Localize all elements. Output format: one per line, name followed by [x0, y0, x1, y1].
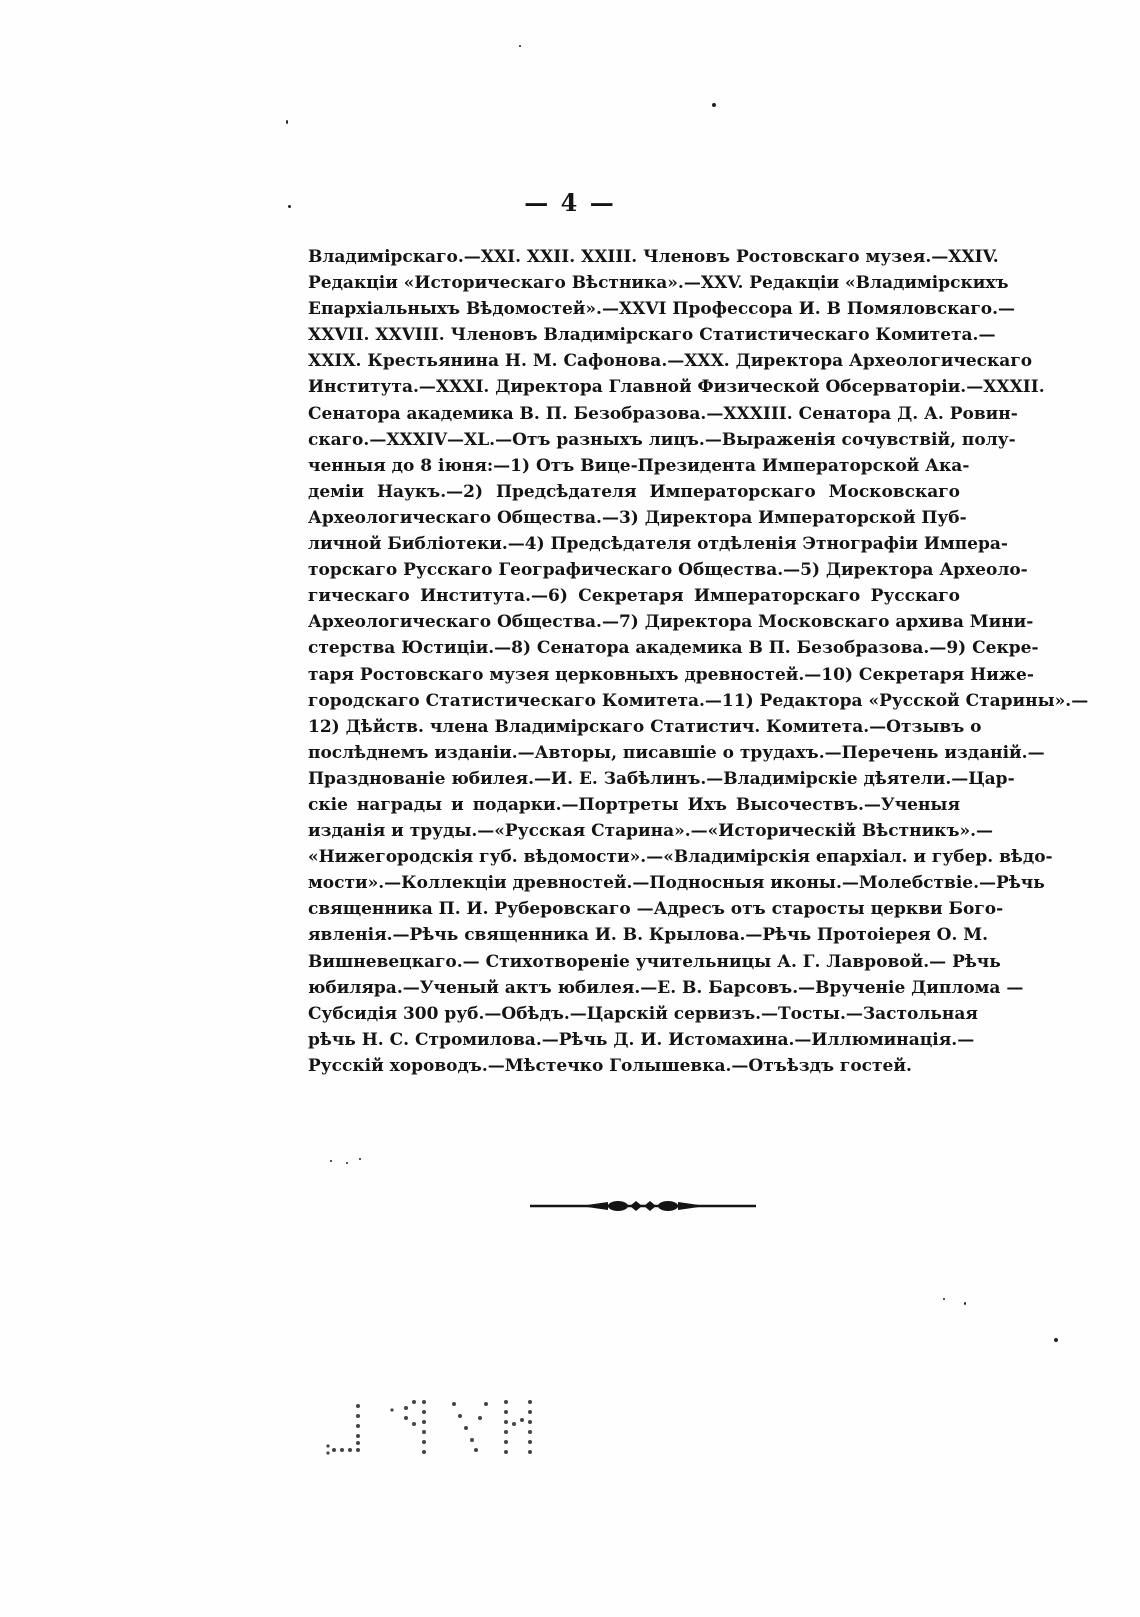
text-line: Археологическаго Общества.—7) Директора Московскаго архива Мини- — [308, 612, 1034, 633]
page-number: — 4 — — [524, 188, 616, 217]
ornament-divider-icon — [530, 1198, 756, 1214]
dust-speck — [964, 1302, 966, 1305]
dust-speck — [519, 45, 521, 47]
text-line: 12) Дѣйств. члена Владимірскаго Статистич. Комитета.—Отзывъ о — [308, 716, 982, 737]
text-line: явленія.—Рѣчь священника И. В. Крылова.—Рѣчь Протоіерея О. М. — [308, 925, 989, 946]
text-line: городскаго Статистическаго Комитета.—11) Редактора «Русской Старины».— — [308, 690, 1089, 711]
text-line: ченныя до 8 іюня:—1) Отъ Вице-Президента Императорской Ака- — [308, 455, 970, 476]
dust-speck — [943, 1298, 945, 1300]
text-line: скаго.—XXXIV—XL.—Отъ разныхъ лицъ.—Выраженія сочувствій, полу- — [308, 429, 1016, 450]
dust-speck — [1054, 1338, 1058, 1342]
text-line: рѣчь Н. С. Стромилова.—Рѣчь Д. И. Истомахина.—Иллюминація.— — [308, 1029, 975, 1050]
perforated-library-stamp — [326, 1396, 536, 1456]
text-line: Субсидія 300 руб.—Обѣдъ.—Царскій сервизъ.—Тосты.—Застольная — [308, 1003, 978, 1024]
dust-speck — [330, 1160, 332, 1162]
text-line: XXVII. XXVIII. Членовъ Владимірскаго Статистическаго Комитета.— — [308, 325, 996, 346]
text-line: Русскій хороводъ.—Мѣстечко Голышевка.—Отъѣздъ гостей. — [308, 1055, 912, 1076]
text-line: таря Ростовскаго музея церковныхъ древностей.—10) Секретаря Ниже- — [308, 664, 1034, 685]
text-line: Празднованіе юбилея.—И. Е. Забѣлинъ.—Владимірскіе дѣятели.—Цар- — [308, 768, 1015, 789]
dust-speck — [288, 205, 291, 208]
dust-speck — [346, 1162, 348, 1164]
text-line: Владимірскаго.—XXI. XXII. XXIII. Членовъ Ростовскаго музея.—XXIV. — [308, 247, 999, 267]
text-line: стерства Юстиціи.—8) Сенатора академика В П. Безобразова.—9) Секре- — [308, 638, 1039, 659]
text-line: Института.—XXXI. Директора Главной Физической Обсерваторіи.—XXXII. — [308, 377, 1045, 398]
text-line: личной Библіотеки.—4) Предсѣдателя отдѣленія Этнографіи Импера- — [308, 534, 1008, 555]
text-line: деміи Наукъ.—2) Предсѣдателя Императорскаго Московскаго — [308, 481, 960, 502]
text-line: торскаго Русскаго Географическаго Общества.—5) Директора Археоло- — [308, 560, 1028, 581]
text-line: изданія и труды.—«Русская Старина».—«Историческій Вѣстникъ».— — [308, 821, 994, 842]
text-line: «Нижегородскія губ. вѣдомости».—«Владимірскія епархіал. и губер. вѣдо- — [308, 847, 1053, 868]
text-line: священника П. И. Руберовскаго —Адресъ отъ старосты церкви Бого- — [308, 899, 1004, 920]
dust-speck — [286, 120, 288, 124]
dust-speck — [359, 1158, 361, 1160]
text-line: Вишневецкаго.— Стихотвореніе учительницы А. Г. Лавровой.— Рѣчь — [308, 951, 1001, 972]
text-line: юбиляра.—Ученый актъ юбилея.—Е. В. Барсовъ.—Врученіе Диплома — — [308, 977, 1024, 998]
text-line: Археологическаго Общества.—3) Директора Императорской Пуб- — [308, 507, 967, 528]
text-line: Редакціи «Историческаго Вѣстника».—XXV. Редакціи «Владимірскихъ — [308, 273, 1009, 294]
text-line: скіе награды и подарки.—Портреты Ихъ Высочествъ.—Ученыя — [308, 794, 960, 815]
text-line: Сенатора академика В. П. Безобразова.—XXXIII. Сенатора Д. А. Ровин- — [308, 403, 1018, 424]
table-of-contents-text — [308, 244, 1089, 1079]
text-line: послѣднемъ изданіи.—Авторы, писавшіе о трудахъ.—Перечень изданій.— — [308, 742, 1045, 763]
text-line: XXIX. Крестьянина Н. М. Сафонова.—XXX. Директора Археологическаго — [308, 351, 1033, 372]
text-line: гическаго Института.—6) Секретаря Императорскаго Русскаго — [308, 586, 960, 607]
text-line: Епархіальныхъ Вѣдомостей».—XXVI Профессора И. В Помяловскаго.— — [308, 299, 1016, 320]
text-line: мости».—Коллекціи древностей.—Подносныя иконы.—Молебствіе.—Рѣчь — [308, 873, 1045, 894]
dust-speck — [712, 103, 716, 107]
